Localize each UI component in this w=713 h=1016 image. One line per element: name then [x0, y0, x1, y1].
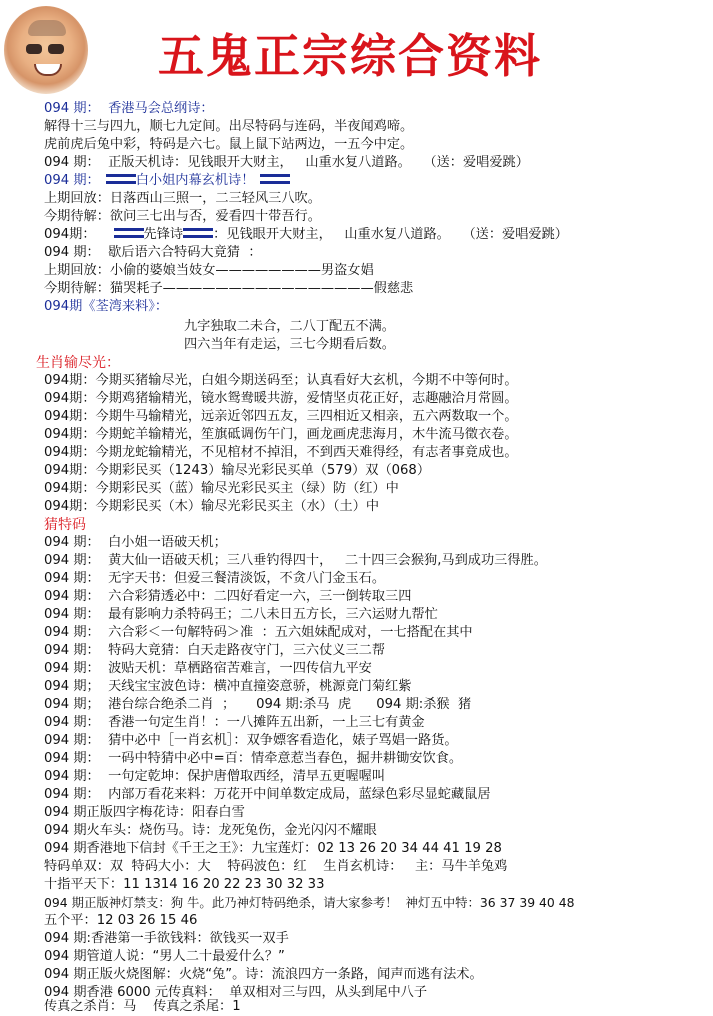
text-line: 094 期： 白小姐一语破天机；: [44, 535, 227, 550]
text-line: 094 期： 歇后语六合特码大竟猜 ：: [44, 245, 262, 260]
double-bar-icon: [260, 174, 290, 184]
text-line: 094 期： 一句定乾坤：保护唐僧取西经，清早五更喔喔叫: [44, 769, 386, 784]
text-line: 094 期： 正版天机诗：见钱眼开大财主， 山重水复八道路。 （送：爱唱爱跳）: [44, 155, 529, 170]
text-line: 094 期正版四字梅花诗：阳春白雪: [44, 805, 245, 820]
text-segment: 先锋诗: [143, 227, 184, 242]
text-line: 094 期： 六合彩＜一句解特码＞准 ：五六姐妹配成对，一七搭配在其中: [44, 625, 473, 640]
text-line: 094 期正版神灯禁支：狗 牛。此乃神灯特码绝杀，请大家参考！ 神灯五中特：36 37 39 40 48: [44, 895, 575, 910]
text-line: 解得十三与四九，顺七九定间。出尽特码与连码，半夜闻鸡啼。: [44, 119, 414, 134]
text-line: 094 期： 波贴天机：草栖路宿苦难言，一四传信九平安: [44, 661, 372, 676]
text-line: [44, 226, 568, 244]
text-line: 虎前虎后兔中彩，特码是六七。鼠上鼠下站两边，一五今中定。: [44, 137, 414, 152]
text-line: 094 期香港地下信封《千王之王》：九宝莲灯：02 13 26 20 34 44 41 19 28: [44, 841, 502, 856]
text-segment: 094 期：: [44, 173, 100, 188]
text-line: 094期：今期鸡猪输精光，镜水鸳鸯暖共游，爱情坚贞花正好，志趣融洽月常圆。: [44, 391, 518, 406]
text-line: 094期：今期彩民买（蓝）输尽光彩民买主（绿）防（红）中: [44, 481, 399, 496]
text-line: 094 期： 香港马会总纲诗：: [44, 101, 214, 116]
text-line: 094 期： 香港一句定生肖！：一八摊阵五出新，一上三七有黄金: [44, 715, 425, 730]
text-line: [44, 172, 290, 190]
text-line: 五个平：12 03 26 15 46: [44, 913, 198, 928]
text-line: 094 期： 一码中特猜中必中=百：情牵意惹当春色，掘井耕锄安饮食。: [44, 751, 463, 766]
text-line: 094 期管道人说：“男人二十最爱什么？”: [44, 949, 285, 964]
text-line: 094期：今期彩民买（木）输尽光彩民买主（水）（土）中: [44, 499, 380, 514]
text-line: 094期《荃湾来料》：: [44, 299, 169, 314]
double-bar-icon: [183, 228, 213, 238]
text-line: 今期待解：猫哭耗子————————————————假慈悲: [44, 281, 414, 296]
text-line: 094期：今期龙蛇输精光，不见棺材不掉泪，不到西天难得经，有志者事竟成也。: [44, 445, 518, 460]
text-line: 094期：今期蛇羊输精光，笙旗砥调伤午门，画龙画虎悲海月，木牛流马徵衣卷。: [44, 427, 518, 442]
double-bar-icon: [106, 174, 136, 184]
text-line: 094 期： 猜中必中［一肖玄机］：双争嫖客看造化，婊子骂娼一路货。: [44, 733, 458, 748]
text-line: 传真之杀肖：马 传真之杀尾：1: [44, 999, 241, 1014]
text-line: 上期回放：日落西山三照一，二三轻风三八吹。: [44, 191, 321, 206]
text-line: 094 期香港 6000 元传真料： 单双相对三与四，从头到尾中八子: [44, 985, 428, 1000]
text-line: 094 期:香港第一手欲钱料：欲钱买一双手: [44, 931, 289, 946]
text-line: 094期：今期买猪输尽光，白姐今期送码至；认真看好大玄机，今期不中等何时。: [44, 373, 518, 388]
text-line: 十指平天下：11 1314 16 20 22 23 30 32 33: [44, 877, 325, 892]
text-line: 094 期： 无字天书：但爱三餐清淡饭，不贪八门金玉石。: [44, 571, 386, 586]
text-line: 094 期； 港台综合绝杀二肖 ； 094 期:杀马 虎 094 期:杀猴 猪: [44, 697, 472, 712]
text-line: 094 期正版火烧图解：火烧“兔”。诗：流浪四方一条路，闻声而逃有法术。: [44, 967, 483, 982]
text-segment: 白小姐内幕玄机诗！: [135, 173, 255, 188]
avatar: [4, 6, 88, 94]
text-line: 上期回放：小偷的婆娘当妓女————————男盗女娼: [44, 263, 374, 278]
section-heading: 猜特码: [44, 517, 86, 533]
text-line: 094 期： 黄大仙一语破天机；三八垂钓得四十， 二十四三会猴狗,马到成功三得胜。: [44, 553, 547, 568]
text-line: 九字独取二未合，二八丁配五不满。: [184, 319, 395, 334]
text-line: 四六当年有走运，三七今期看后数。: [184, 337, 395, 352]
text-line: 094 期火车头：烧伤马。诗：龙死兔伤，金光闪闪不耀眼: [44, 823, 377, 838]
text-line: 今期待解：欲问三七出与否，爱看四十带吾行。: [44, 209, 321, 224]
double-bar-icon: [114, 228, 144, 238]
text-segment: ：见钱眼开大财主， 山重水复八道路。 （送：爱唱爱跳）: [213, 227, 568, 242]
text-line: 094 期； 天线宝宝波色诗：横冲直撞姿意骄，桃源竟门菊红紫: [44, 679, 412, 694]
text-line: 特码单双：双 特码大小：大 特码波色：红 生肖玄机诗： 主：马牛羊兔鸡: [44, 859, 508, 874]
page-title: 五鬼正宗综合资料: [158, 29, 542, 83]
text-line: 094 期： 最有影响力杀特码王；二八未日五方长，三六运财九帮忙: [44, 607, 438, 622]
text-line: 094期：今期彩民买（1243）输尽光彩民买单（579）双（068）: [44, 463, 431, 478]
section-heading: 生肖输尽光：: [36, 355, 120, 371]
text-line: 094 期： 特码大竟猜：白天走路夜守门，三六仗义三二帮: [44, 643, 386, 658]
text-line: 094 期： 六合彩猜透必中：二四好看定一六，三一倒转取三四: [44, 589, 412, 604]
text-segment: 094期：: [44, 227, 96, 242]
text-line: 094期：今期牛马输精光，远亲近邻四五友，三四相近又相亲，五六两数取一个。: [44, 409, 518, 424]
text-line: 094 期： 内部万看花来料：万花开中间单数定成局，蓝绿色彩尽显蛇藏鼠居: [44, 787, 491, 802]
